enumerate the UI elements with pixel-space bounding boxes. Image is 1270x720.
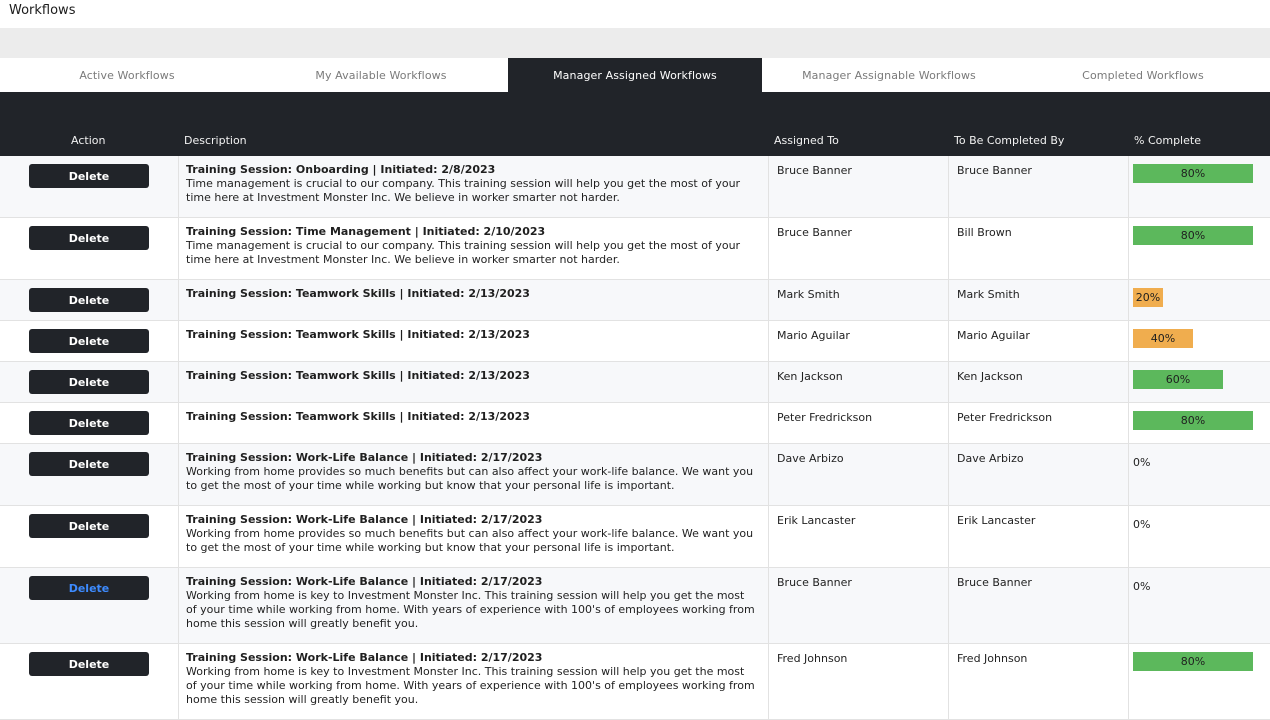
- table-row: [0, 403, 1270, 444]
- delete-button[interactable]: Delete: [29, 226, 149, 250]
- table-row: [0, 321, 1270, 362]
- progress-text: 0%: [1133, 456, 1151, 469]
- cell-completed-by: Dave Arbizo: [949, 444, 1129, 505]
- toolbar-strip: [0, 28, 1270, 58]
- cell-pct-complete: [1129, 444, 1270, 505]
- workflow-description: Working from home provides so much benefits but can also affect your work-life balance. We want you to get the most of your time while working but know that your personal life is important.: [186, 465, 754, 492]
- cell-description: [179, 280, 769, 320]
- cell-completed-by: Mark Smith: [949, 280, 1129, 320]
- cell-pct-complete: [1129, 568, 1270, 643]
- header-pct-complete: % Complete: [1134, 134, 1201, 147]
- cell-description: [179, 218, 769, 279]
- page-title: Workflows: [9, 3, 76, 18]
- cell-completed-by: Mario Aguilar: [949, 321, 1129, 361]
- table-row: [0, 568, 1270, 644]
- tab-active-workflows[interactable]: Active Workflows: [79, 68, 175, 82]
- delete-button[interactable]: Delete: [29, 164, 149, 188]
- cell-completed-by: Ken Jackson: [949, 362, 1129, 402]
- cell-assigned-to: Bruce Banner: [769, 156, 949, 217]
- cell-completed-by: Fred Johnson: [949, 644, 1129, 719]
- cell-assigned-to: Erik Lancaster: [769, 506, 949, 567]
- progress-text: 0%: [1133, 518, 1151, 531]
- workflow-title: Training Session: Teamwork Skills | Initiated: 2/13/2023: [186, 369, 530, 382]
- workflow-description: Time management is crucial to our company. This training session will help you get the most of your time here at Investment Monster Inc. We believe in worker smarter not harder.: [186, 239, 741, 266]
- cell-pct-complete: [1129, 156, 1270, 217]
- cell-completed-by: Bruce Banner: [949, 568, 1129, 643]
- cell-description: [179, 444, 769, 505]
- cell-action: [0, 362, 179, 402]
- delete-button[interactable]: Delete: [29, 370, 149, 394]
- delete-button[interactable]: Delete: [29, 288, 149, 312]
- cell-pct-complete: [1129, 506, 1270, 567]
- workflow-title: Training Session: Teamwork Skills | Initiated: 2/13/2023: [186, 287, 530, 300]
- table-row: [0, 506, 1270, 568]
- cell-pct-complete: [1129, 644, 1270, 719]
- cell-description: [179, 321, 769, 361]
- cell-action: [0, 644, 179, 719]
- cell-pct-complete: [1129, 218, 1270, 279]
- cell-completed-by: Peter Fredrickson: [949, 403, 1129, 443]
- cell-assigned-to: Mark Smith: [769, 280, 949, 320]
- table-row: [0, 218, 1270, 280]
- cell-pct-complete: [1129, 362, 1270, 402]
- table-row: [0, 362, 1270, 403]
- table-row: [0, 644, 1270, 720]
- cell-action: [0, 156, 179, 217]
- cell-action: [0, 321, 179, 361]
- workflow-title: Training Session: Work-Life Balance | Initiated: 2/17/2023: [186, 651, 543, 664]
- delete-button[interactable]: Delete: [29, 452, 149, 476]
- workflow-description: Working from home provides so much benefits but can also affect your work-life balance. We want you to get the most of your time while working but know that your personal life is important.: [186, 527, 754, 554]
- cell-description: [179, 362, 769, 402]
- table-row: [0, 280, 1270, 321]
- cell-description: [179, 568, 769, 643]
- cell-pct-complete: [1129, 403, 1270, 443]
- delete-button[interactable]: Delete: [29, 329, 149, 353]
- cell-assigned-to: Bruce Banner: [769, 568, 949, 643]
- cell-pct-complete: [1129, 321, 1270, 361]
- progress-bar: 80%: [1133, 226, 1253, 245]
- tab-my-available-workflows[interactable]: My Available Workflows: [315, 68, 447, 82]
- cell-description: [179, 506, 769, 567]
- tab-manager-assigned-workflows[interactable]: Manager Assigned Workflows: [508, 58, 762, 92]
- cell-completed-by: Bill Brown: [949, 218, 1129, 279]
- workflow-table-body: [0, 156, 1270, 720]
- header-description: Description: [184, 134, 247, 147]
- delete-button[interactable]: Delete: [29, 652, 149, 676]
- progress-bar: 80%: [1133, 164, 1253, 183]
- header-completed-by: To Be Completed By: [954, 134, 1065, 147]
- cell-description: [179, 403, 769, 443]
- delete-button[interactable]: Delete: [29, 514, 149, 538]
- workflow-title: Training Session: Teamwork Skills | Initiated: 2/13/2023: [186, 328, 530, 341]
- workflow-title: Training Session: Work-Life Balance | Initiated: 2/17/2023: [186, 575, 543, 588]
- workflow-tabs: [0, 58, 1270, 92]
- workflow-description: Working from home is key to Investment Monster Inc. This training session will help you get the most of your time while working from home. With years of experience with 100's of employees working from home this session will greatly benefit you.: [186, 589, 755, 630]
- cell-assigned-to: Ken Jackson: [769, 362, 949, 402]
- progress-bar: 20%: [1133, 288, 1163, 307]
- workflow-title: Training Session: Teamwork Skills | Initiated: 2/13/2023: [186, 410, 530, 423]
- tab-completed-workflows[interactable]: Completed Workflows: [1082, 68, 1204, 82]
- progress-bar: 80%: [1133, 652, 1253, 671]
- table-header: [0, 92, 1270, 156]
- tab-manager-assignable-workflows[interactable]: Manager Assignable Workflows: [802, 68, 976, 82]
- header-action: Action: [71, 134, 106, 147]
- table-row: [0, 156, 1270, 218]
- workflow-description: Working from home is key to Investment Monster Inc. This training session will help you get the most of your time while working from home. With years of experience with 100's of employees working from home this session will greatly benefit you.: [186, 665, 755, 706]
- header-assigned-to: Assigned To: [774, 134, 839, 147]
- cell-completed-by: Bruce Banner: [949, 156, 1129, 217]
- cell-action: [0, 403, 179, 443]
- cell-assigned-to: Peter Fredrickson: [769, 403, 949, 443]
- cell-assigned-to: Fred Johnson: [769, 644, 949, 719]
- cell-completed-by: Erik Lancaster: [949, 506, 1129, 567]
- cell-pct-complete: [1129, 280, 1270, 320]
- cell-assigned-to: Bruce Banner: [769, 218, 949, 279]
- cell-action: [0, 444, 179, 505]
- table-row: [0, 444, 1270, 506]
- cell-action: [0, 568, 179, 643]
- cell-description: [179, 156, 769, 217]
- cell-description: [179, 644, 769, 719]
- cell-action: [0, 506, 179, 567]
- workflow-title: Training Session: Work-Life Balance | Initiated: 2/17/2023: [186, 451, 543, 464]
- cell-action: [0, 280, 179, 320]
- cell-assigned-to: Dave Arbizo: [769, 444, 949, 505]
- progress-bar: 40%: [1133, 329, 1193, 348]
- workflow-title: Training Session: Onboarding | Initiated: 2/8/2023: [186, 163, 496, 176]
- workflow-title: Training Session: Work-Life Balance | Initiated: 2/17/2023: [186, 513, 543, 526]
- progress-bar: 60%: [1133, 370, 1223, 389]
- cell-assigned-to: Mario Aguilar: [769, 321, 949, 361]
- workflow-title: Training Session: Time Management | Initiated: 2/10/2023: [186, 225, 546, 238]
- delete-button[interactable]: Delete: [29, 576, 149, 600]
- delete-button[interactable]: Delete: [29, 411, 149, 435]
- cell-action: [0, 218, 179, 279]
- workflow-description: Time management is crucial to our company. This training session will help you get the most of your time here at Investment Monster Inc. We believe in worker smarter not harder.: [186, 177, 741, 204]
- progress-bar: 80%: [1133, 411, 1253, 430]
- progress-text: 0%: [1133, 580, 1151, 593]
